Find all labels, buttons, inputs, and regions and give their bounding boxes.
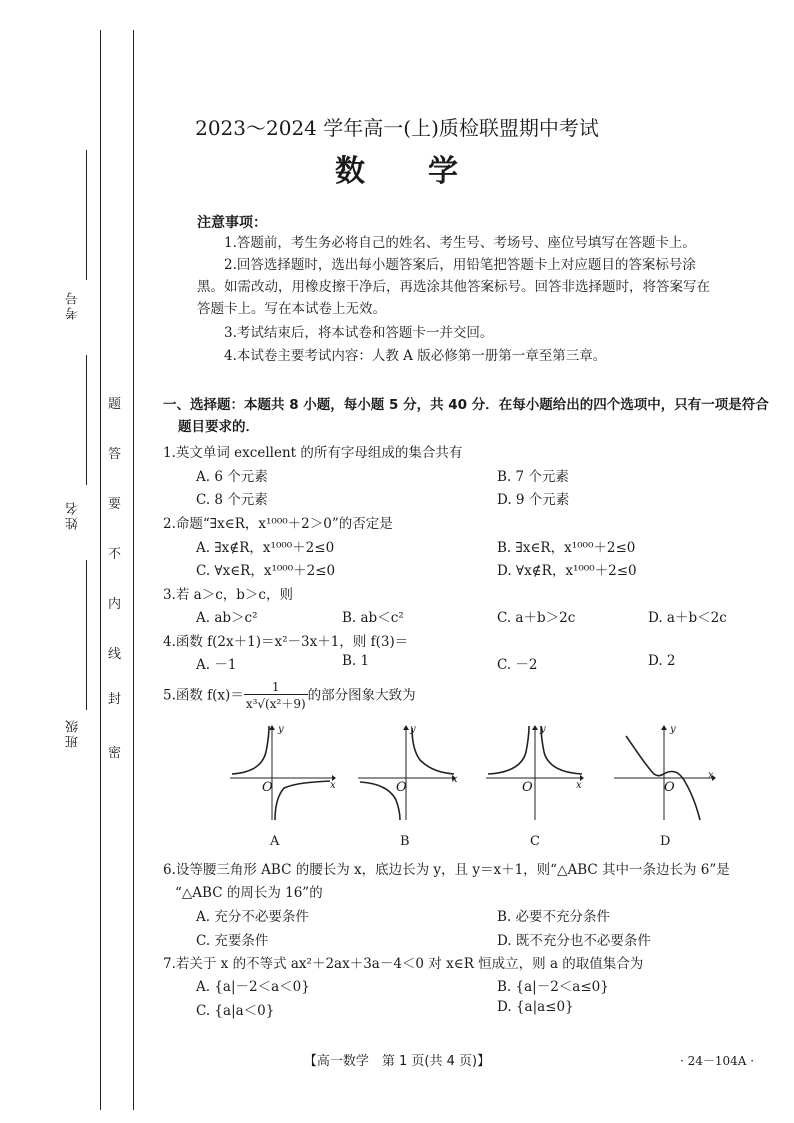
notice-line: 1.答题前，考生务必将自己的姓名、考生号、考场号、座位号填写在答题卡上。 xyxy=(224,235,696,251)
q2-option-d: D. ∀x∉R，x¹⁰⁰⁰＋2≤0 xyxy=(497,563,637,579)
binding-line-right xyxy=(133,30,134,1110)
seal-char: 封 xyxy=(108,692,122,707)
label-banji: 班级 xyxy=(66,718,81,748)
q5-d-origin: O xyxy=(664,780,675,795)
question-6-line1: 6.设等腰三角形 ABC 的腰长为 x，底边长为 y，且 y＝x＋1，则“△ABC 其中一条边长为 6”是 xyxy=(163,862,730,878)
q7-option-a: A. {a|－2＜a＜0} xyxy=(196,979,310,995)
q3-option-a: A. ab＞c² xyxy=(196,610,258,626)
binding-line-left xyxy=(100,30,101,1110)
section-heading-cont: 题目要求的． xyxy=(178,419,259,435)
q5-a-x: x xyxy=(330,780,336,791)
q5-denominator: x³√(x²＋9) xyxy=(245,697,306,711)
notice-line: 2.回答选择题时，选出每小题答案后，用铅笔把答题卡上对应题目的答案标号涂 xyxy=(224,257,696,273)
seal-char: 线 xyxy=(108,647,122,662)
q2-option-c: C. ∀x∈R，x¹⁰⁰⁰＋2≤0 xyxy=(196,563,336,579)
q5-a-y: y xyxy=(278,724,284,735)
label-kaohao: 考号 xyxy=(66,290,81,320)
seal-char: 不 xyxy=(108,547,122,562)
page-footer: 【高一数学 第 1 页(共 4 页)】 xyxy=(303,1054,491,1069)
seal-char: 题 xyxy=(108,397,122,412)
section-heading: 一、选择题：本题共 8 小题，每小题 5 分，共 40 分．在每小题给出的四个选项中，只有一项是符合 xyxy=(163,397,769,413)
q4-option-d: D. 2 xyxy=(648,653,676,669)
q5-c-x: x xyxy=(576,780,582,791)
q5-stem-post: 的部分图象大致为 xyxy=(307,687,416,704)
question-4-stem: 4.函数 f(2x＋1)＝x²－3x＋1，则 f(3)＝ xyxy=(163,634,409,650)
q6-option-b: B. 必要不充分条件 xyxy=(497,909,611,925)
q4-option-b: B. 1 xyxy=(342,653,370,669)
q7-option-c: C. {a|a＜0} xyxy=(196,1003,275,1019)
q1-option-a: A. 6 个元素 xyxy=(196,469,268,485)
xingming-underline xyxy=(86,355,87,485)
q7-option-b: B. {a|－2＜a≤0} xyxy=(497,979,609,995)
exam-code: · 24－104A · xyxy=(680,1054,755,1068)
q4-option-a: A. －1 xyxy=(196,657,237,673)
q5-b-x: x xyxy=(452,774,458,785)
q2-option-a: A. ∃x∉R，x¹⁰⁰⁰＋2≤0 xyxy=(196,540,335,556)
q5-a-origin: O xyxy=(262,780,273,795)
question-2-stem: 2.命题“∃x∈R，x¹⁰⁰⁰＋2＞0”的否定是 xyxy=(163,516,393,532)
q5-c-origin: O xyxy=(522,780,533,795)
seal-char: 答 xyxy=(108,447,122,462)
question-7-stem: 7.若关于 x 的不等式 ax²＋2ax＋3a－4＜0 对 x∈R 恒成立，则 a 的取值集合为 xyxy=(163,956,644,972)
q5-graph-c xyxy=(484,722,594,822)
q6-option-d: D. 既不充分也不必要条件 xyxy=(497,933,651,949)
q6-option-a: A. 充分不必要条件 xyxy=(196,909,309,925)
q1-option-c: C. 8 个元素 xyxy=(196,492,268,508)
banji-underline xyxy=(86,560,87,710)
q5-b-origin: O xyxy=(396,780,407,795)
notice-line: 黑。如需改动，用橡皮擦干净后，再选涂其他答案标号。回答非选择题时，将答案写在 xyxy=(197,279,710,295)
q2-option-b: B. ∃x∈R，x¹⁰⁰⁰＋2≤0 xyxy=(497,540,636,556)
q5-numerator: 1 xyxy=(244,680,308,695)
q5-d-y: y xyxy=(670,724,676,735)
subject-title: 数 学 xyxy=(335,154,459,189)
q5-c-y: y xyxy=(540,724,546,735)
question-5-stem xyxy=(163,680,416,712)
q5-label-c: C xyxy=(530,834,540,849)
question-1-stem: 1.英文单词 excellent 的所有字母组成的集合共有 xyxy=(163,445,463,461)
q1-option-b: B. 7 个元素 xyxy=(497,469,569,485)
question-3-stem: 3.若 a＞c，b＞c，则 xyxy=(163,587,293,603)
notice-line: 3.考试结束后，将本试卷和答题卡一并交回。 xyxy=(224,325,494,341)
seal-char: 内 xyxy=(108,597,122,612)
notice-line: 答题卡上。写在本试卷上无效。 xyxy=(197,301,386,317)
q5-label-b: B xyxy=(400,834,410,849)
q5-fraction xyxy=(244,680,308,712)
label-xingming: 姓名 xyxy=(66,500,81,530)
q3-option-c: C. a＋b＞2c xyxy=(497,610,576,626)
exam-title: 2023～2024 学年高一(上)质检联盟期中考试 xyxy=(195,116,599,140)
seal-char: 密 xyxy=(108,746,122,761)
q3-option-b: B. ab＜c² xyxy=(342,610,404,626)
q3-option-d: D. a＋b＜2c xyxy=(648,610,727,626)
q5-graph-b xyxy=(356,722,466,822)
q5-graph-a xyxy=(228,722,338,822)
q7-option-d: D. {a|a≤0} xyxy=(497,999,574,1015)
q4-option-c: C. －2 xyxy=(497,657,538,673)
q5-label-a: A xyxy=(270,834,280,849)
q1-option-d: D. 9 个元素 xyxy=(497,492,570,508)
q5-graph-d xyxy=(612,722,722,822)
notice-line: 4.本试卷主要考试内容：人教 A 版必修第一册第一章至第三章。 xyxy=(224,348,607,364)
q5-d-x: x xyxy=(708,770,714,781)
seal-char: 要 xyxy=(108,497,122,512)
notice-heading: 注意事项： xyxy=(197,215,267,231)
q6-option-c: C. 充要条件 xyxy=(196,933,269,949)
q5-stem-pre: 5.函数 f(x)＝ xyxy=(163,687,244,704)
q5-label-d: D xyxy=(660,834,671,849)
q5-b-y: y xyxy=(410,724,416,735)
question-6-line2: “△ABC 的周长为 16”的 xyxy=(175,885,323,901)
